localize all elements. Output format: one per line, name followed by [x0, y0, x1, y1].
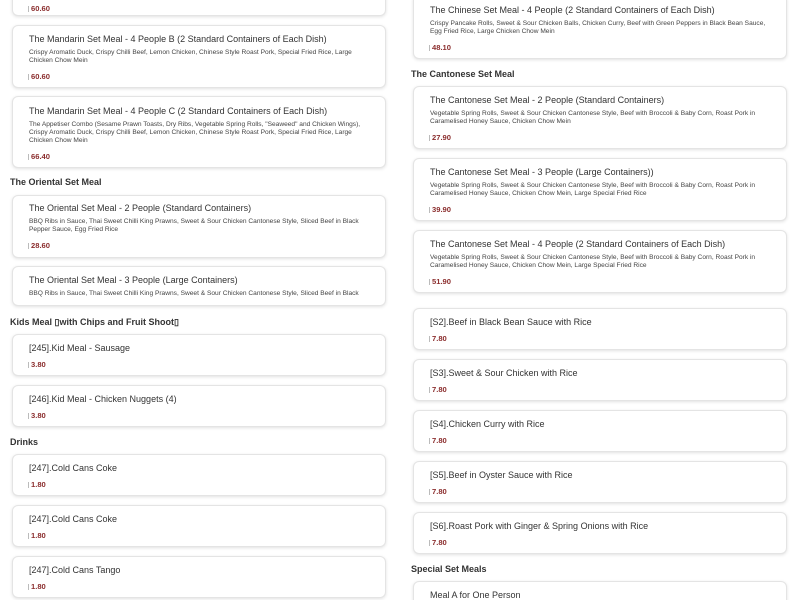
item-name: [S6].Roast Pork with Ginger & Spring Onions with Rice	[430, 521, 649, 531]
item-name: [247].Cold Cans Coke	[29, 463, 118, 473]
menu-item-card-cantonese-3[interactable]	[413, 158, 787, 221]
item-price: 39.90	[429, 205, 451, 214]
item-name: The Mandarin Set Meal - 4 People C (2 Standard Containers of Each Dish)	[29, 106, 328, 116]
item-description: Crispy Aromatic Duck, Crispy Chilli Beef, Lemon Chicken, Chinese Style Roast Pork, Special Fried Rice, Large Chicken Chow Mein	[29, 49, 352, 64]
item-name: The Cantonese Set Meal - 4 People (2 Standard Containers of Each Dish)	[430, 239, 726, 249]
menu-item-card-cantonese-4[interactable]	[413, 230, 787, 293]
item-price: 48.10	[429, 43, 451, 52]
item-description: Vegetable Spring Rolls, Sweet & Sour Chicken Cantonese Style, Beef with Broccoli & Baby Corn, Roast Pork in Caramelised Honey Sauce, Chicken Chow Mein, Large Special Fried Rice	[430, 254, 756, 269]
menu-item-card-oriental-3[interactable]	[12, 266, 386, 306]
item-price: 28.60	[28, 241, 50, 250]
item-name: The Cantonese Set Meal - 2 People (Standard Containers)	[430, 95, 665, 105]
menu-item-card-s3[interactable]	[413, 359, 787, 401]
menu-item-card-s6[interactable]	[413, 512, 787, 554]
section-title-cantonese: The Cantonese Set Meal	[411, 69, 515, 79]
item-name: [S5].Beef in Oyster Sauce with Rice	[430, 470, 573, 480]
item-name: [246].Kid Meal - Chicken Nuggets (4)	[29, 394, 177, 404]
item-description: The Appetiser Combo (Sesame Prawn Toasts, Dry Ribs, Vegetable Spring Rolls, "Seaweed" and Chicken Wings), Crispy Aromatic Duck, Crispy Chilli Beef, Lemon Chicken, Chinese Style Roast Pork, Special Fried Rice, Large Chicken Chow Mein	[29, 121, 361, 144]
item-price: 7.80	[429, 538, 447, 547]
section-title-special-set-meals: Special Set Meals	[411, 564, 487, 574]
item-name: The Mandarin Set Meal - 4 People B (2 Standard Containers of Each Dish)	[29, 34, 327, 44]
menu-item-card-oriental-2[interactable]	[12, 195, 386, 258]
item-price: 51.90	[429, 277, 451, 286]
menu-item-card-s2[interactable]	[413, 308, 787, 350]
item-description: Vegetable Spring Rolls, Sweet & Sour Chicken Cantonese Style, Beef with Broccoli & Baby Corn, Roast Pork in Caramelised Honey Sauce, Chicken Chow Mein, Large Special Fried Rice	[430, 182, 756, 197]
menu-item-card-meal-a[interactable]	[413, 581, 787, 600]
item-price: 1.80	[28, 582, 46, 591]
item-name: The Chinese Set Meal - 4 People (2 Standard Containers of Each Dish)	[430, 5, 715, 15]
item-name: The Cantonese Set Meal - 3 People (Large Containers))	[430, 167, 654, 177]
menu-item-card-s5[interactable]	[413, 461, 787, 503]
item-name: [247].Cold Cans Coke	[29, 514, 118, 524]
section-title-oriental: The Oriental Set Meal	[10, 177, 102, 187]
item-description: Crispy Pancake Rolls, Sweet & Sour Chicken Balls, Chicken Curry, Beef with Green Peppers in Black Bean Sauce, Egg Fried Rice, Large Chicken Chow Mein	[430, 20, 766, 35]
section-title-kids-meal: Kids Meal ▯with Chips and Fruit Shoot▯	[10, 317, 179, 327]
item-description: Vegetable Spring Rolls, Sweet & Sour Chicken Cantonese Style, Beef with Broccoli & Baby Corn, Roast Pork in Caramelised Honey Sauce, Chicken Chow Mein	[430, 110, 756, 125]
item-description: BBQ Ribs in Sauce, Thai Sweet Chilli King Prawns, Sweet & Sour Chicken Cantonese Style, Sliced Beef in Black	[29, 290, 359, 297]
item-price: 3.80	[28, 360, 46, 369]
item-name: The Oriental Set Meal - 3 People (Large Containers)	[29, 275, 238, 285]
item-name: [247].Cold Cans Tango	[29, 565, 121, 575]
item-name: [S2].Beef in Black Bean Sauce with Rice	[430, 317, 592, 327]
menu-item-card-chinese-4[interactable]	[413, 0, 787, 59]
item-price: 60.60	[28, 4, 50, 13]
menu-item-card-cantonese-2[interactable]	[413, 86, 787, 149]
item-price: 60.60	[28, 72, 50, 81]
menu-item-card-tango[interactable]	[12, 556, 386, 598]
item-price: 3.80	[28, 411, 46, 420]
menu-item-card-s4[interactable]	[413, 410, 787, 452]
menu-item-card-kid-nuggets[interactable]	[12, 385, 386, 427]
item-price: 7.80	[429, 385, 447, 394]
menu-item-card-kid-sausage[interactable]	[12, 334, 386, 376]
item-price: 7.80	[429, 334, 447, 343]
item-name: The Oriental Set Meal - 2 People (Standard Containers)	[29, 203, 252, 213]
item-price: 1.80	[28, 531, 46, 540]
item-price: 7.80	[429, 487, 447, 496]
item-price: 7.80	[429, 436, 447, 445]
item-description: BBQ Ribs in Sauce, Thai Sweet Chilli King Prawns, Sweet & Sour Chicken Cantonese Style, Sliced Beef in Black Pepper Sauce, Egg Fried Rice	[29, 218, 359, 233]
item-name: [245].Kid Meal - Sausage	[29, 343, 131, 353]
item-name: [S3].Sweet & Sour Chicken with Rice	[430, 368, 578, 378]
section-title-drinks: Drinks	[10, 437, 39, 447]
menu-item-card-coke-1[interactable]	[12, 454, 386, 496]
item-name: Meal A for One Person	[430, 590, 521, 600]
item-price: 66.40	[28, 152, 50, 161]
item-name: [S4].Chicken Curry with Rice	[430, 419, 545, 429]
item-price: 1.80	[28, 480, 46, 489]
menu-item-card-coke-2[interactable]	[12, 505, 386, 547]
menu-item-card-mandarin-b[interactable]	[12, 25, 386, 88]
menu-item-card-partial[interactable]	[12, 0, 386, 16]
item-price: 27.90	[429, 133, 451, 142]
menu-item-card-mandarin-c[interactable]	[12, 96, 386, 168]
